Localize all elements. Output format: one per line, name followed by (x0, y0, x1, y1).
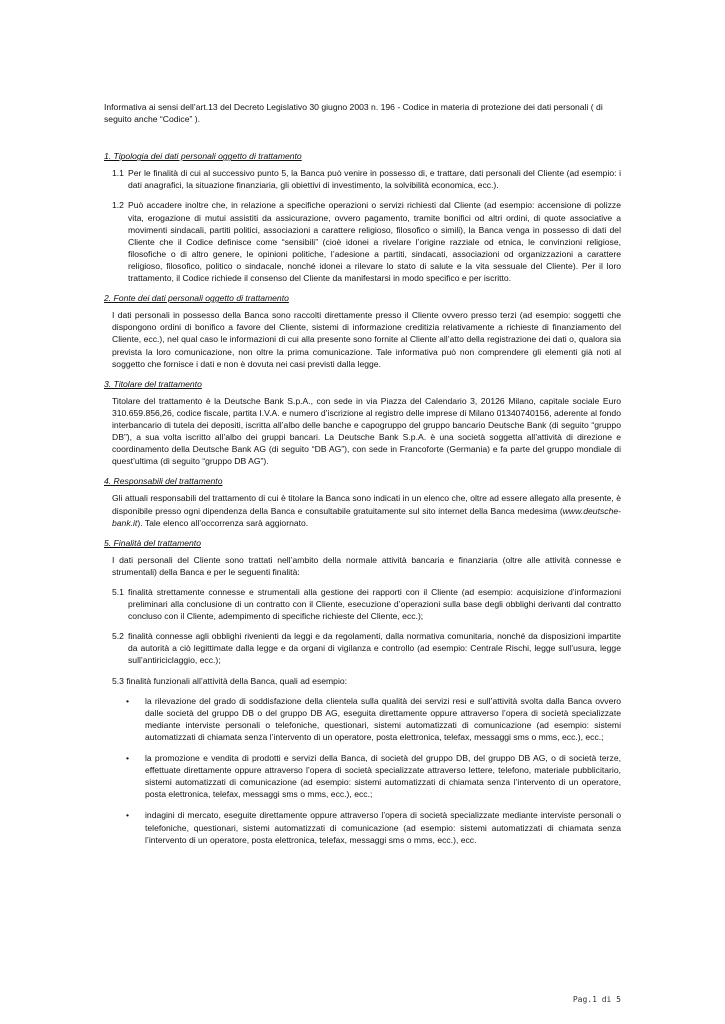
item-number: 5.2 (112, 631, 124, 642)
website-link[interactable]: www.deutsche-bank.it (112, 505, 621, 528)
list-item (104, 809, 621, 845)
item-5-3: 5.3 finalità funzionali all’attività della Banca, quali ad esempio: (112, 675, 348, 686)
item-5-1 (104, 586, 621, 622)
bullet-icon: • (126, 695, 130, 706)
bullet-list (104, 695, 621, 846)
item-number: 1.1 (112, 168, 124, 179)
list-item (104, 752, 621, 800)
section-1 (104, 150, 621, 284)
section-3 (104, 378, 621, 468)
section-2-text: I dati personali in possesso della Banca sono raccolti direttamente presso il Cliente ovvero presso terzi (ad esempio: soggetti che dispongono ordini di bonifico a favore del Cliente, sistemi di informazione creditizia relativamente a richieste di finanziamento del Cliente, ecc.), nel qual caso le informazioni di cui alla presente sono fornite al Cliente all’atto della registrazione dei dati o, qualora sia prevista la loro comunicazione, non oltre la prima comunicazione. Tale informativa può non comprendere gli elementi già noti al soggetto che fornisce i dati e non è dovuta nei casi previsti dalla legge. (112, 310, 621, 369)
item-number: 1.2 (112, 200, 124, 211)
section-4-text-after: ). Tale elenco all’occorrenza sarà aggiornato. (137, 517, 309, 528)
section-5-title: 5. Finalità del trattamento (104, 537, 201, 548)
page-number: Pag.1 di 5 (572, 995, 621, 1004)
item-1-2 (104, 199, 621, 284)
section-4 (104, 475, 621, 528)
section-5 (104, 537, 621, 846)
section-3-text: Titolare del trattamento è la Deutsche Bank S.p.A., con sede in via Piazza del Calendario 3, 20126 Milano, capitale sociale Euro 310.659.856,26, codice fiscale, partita I.V.A. e numero d’iscrizione al registro delle imprese di Milano 01340740156, aderente al fondo interbancario di tutela dei depositi, iscritta all’albo delle banche e capogruppo del gruppo bancario Deutsche Bank (di seguito “gruppo DB”), a sua volta iscritto all’albo dei gruppi bancari. La Deutsche Bank S.p.A. è una società soggetta all’attività di direzione e coordinamento della Deutsche Bank AG (di seguito “DB AG”), con sede in Francoforte (Germania) e fa parte del gruppo mondiale di quest’ultima (di seguito “gruppo DB AG”). (112, 395, 621, 467)
list-item (104, 695, 621, 743)
list-item-text: la promozione e vendita di prodotti e servizi della Banca, di società del gruppo DB, del gruppo DB AG, o di società terze, effettuate direttamente oppure attraverso l’opera di società specializzate attraverso lettere, telefono, materiale pubblicitario, sistemi automatizzati di comunicazione (ad esempio: sistemi automatizzati di chiamata senza l’intervento di un operatore, posta elettronica, telefax, messaggi sms o mms, ecc.), ecc.; (145, 753, 621, 800)
section-4-text-before: Gli attuali responsabili del trattamento di cui è titolare la Banca sono indicati in un elenco che, oltre ad essere allegato alla presente, è disponibile presso ogni dipendenza della Banca e consultabile gratuitamente sul sito internet della Banca medesima ( (112, 493, 621, 516)
item-text: finalità strettamente connesse e strumentali alla gestione dei rapporti con il Cliente (ad esempio: acquisizione d’informazioni preliminari alla conclusione di un contratto con il Cliente, esecuzione d’operazioni sulla base degli obblighi derivanti dal contratto concluso con il Cliente, adempimento di specifiche richieste del Cliente, ecc.); (128, 587, 621, 622)
list-item-text: la rilevazione del grado di soddisfazione della clientela sulla qualità dei servizi resi e sull’attività svolta dalla Banca ovvero dalle società del gruppo DB o del gruppo DB AG, eseguita direttamente oppure attraverso l’opera di società specializzate mediante interviste personali o telefoniche, questionari, sistemi automatizzati di comunicazione (ad esempio: sistemi automatizzati di chiamata senza l’intervento di un operatore, posta elettronica, telefax, messaggi sms o mms, ecc.), ecc.; (145, 695, 621, 742)
item-text: Per le finalità di cui al successivo punto 5, la Banca può venire in possesso di, e trattare, dati personali del Cliente (ad esempio: i dati anagrafici, la situazione finanziaria, gli obiettivi di investimento, la solvibilità economica, ecc.). (128, 168, 621, 191)
list-item-text: indagini di mercato, eseguite direttamente oppure attraverso l’opera di società specializzate mediante interviste personali o telefoniche, questionari, sistemi automatizzati di comunicazione (ad esempio: sistemi automatizzati di chiamata senza l’intervento di un operatore, posta elettronica, telefax, messaggi sms o mms, ecc.), ecc. (145, 810, 621, 845)
section-4-title: 4. Responsabili del trattamento (104, 476, 223, 487)
section-3-title: 3. Titolare del trattamento (104, 378, 202, 389)
section-4-text (104, 492, 621, 528)
section-2-title: 2. Fonte dei dati personali oggetto di trattamento (104, 293, 289, 304)
section-5-intro: I dati personali del Cliente sono trattati nell’ambito della normale attività bancaria e finanziaria (oltre alle attività connesse e strumentali) della Banca e per le seguenti finalità: (112, 554, 621, 577)
intro-paragraph: Informativa ai sensi dell’art.13 del Decreto Legislativo 30 giugno 2003 n. 196 - Codice in materia di protezione dei dati personali ( di seguito anche “Codice” ). (104, 102, 603, 125)
bullet-icon: • (126, 753, 130, 764)
item-number: 5.1 (112, 587, 124, 597)
document-page (104, 101, 621, 855)
item-text: Può accadere inoltre che, in relazione a specifiche operazioni o servizi richiesti dal Cliente (ad esempio: accensione di polizze vita, erogazione di mutui assistiti da assicurazione, ovvero pagamento, tramite bonifici od altri ordini, di quote associative a movimenti sindacali, partiti politici, associazioni a carattere religioso, filosofico o simili), la Banca venga in possesso di dati del Cliente che il Codice definisce come “sensibili” (cioè idonei a rivelare l’origine razziale od etnica, le convinzioni religiose, filosofiche o di altro genere, le opinioni politiche, l’adesione a partiti, sindacati, associazioni od organizzazioni a carattere religioso, filosofico, politico o sindacale, nonché idonei a rilevare lo stato di salute e la vita sessuale del Cliente). Per il loro trattamento, il Codice richiede il consenso del Cliente da manifestarsi in modo specifico e per iscritto. (128, 200, 621, 284)
section-2 (104, 292, 621, 370)
section-1-title: 1. Tipologia dei dati personali oggetto di trattamento (104, 151, 302, 162)
item-1-1 (104, 167, 621, 191)
bullet-icon: • (126, 810, 130, 821)
item-5-2 (104, 630, 621, 666)
item-text: finalità connesse agli obblighi rivenienti da leggi e da regolamenti, dalla normativa comunitaria, nonché da disposizioni impartite da autorità a ciò legittimate dalla legge e da organi di vigilanza e controllo (ad esempio: Centrale Rischi, legge sull’usura, legge sull’antiriciclaggio, ecc.); (128, 631, 621, 666)
